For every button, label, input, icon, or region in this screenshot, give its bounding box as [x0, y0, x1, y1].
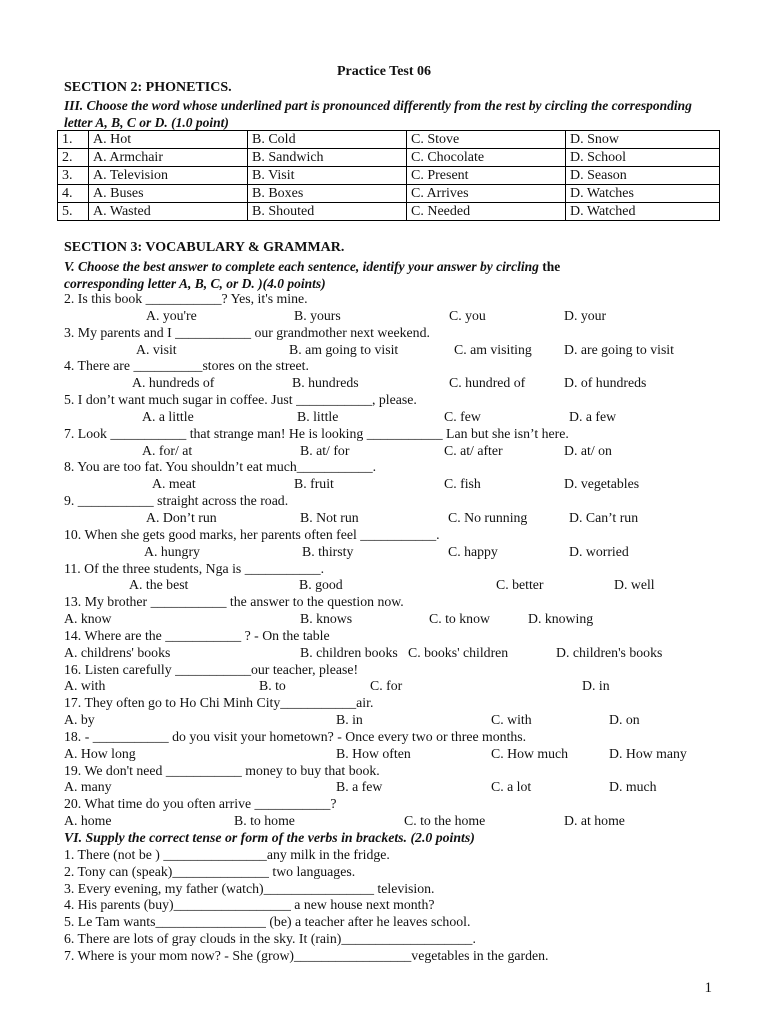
vocab-instruction-italic: V. Choose the best answer to complete each sentence, identify your answer by circling — [64, 259, 539, 274]
answer-options — [64, 544, 724, 561]
question-text: 4. There are __________stores on the street. — [64, 358, 309, 374]
phonetics-cell-b[interactable]: B. Shouted — [248, 203, 407, 221]
question-text: 11. Of the three students, Nga is ___________. — [64, 560, 325, 576]
vocab-instruction-plain: the — [542, 259, 561, 274]
answer-option[interactable]: C. better — [496, 577, 544, 593]
answer-options — [64, 476, 724, 493]
answer-option[interactable]: A. you're — [146, 307, 197, 323]
answer-option[interactable]: D. of hundreds — [564, 375, 647, 391]
answer-options — [64, 342, 724, 359]
answer-option[interactable]: D. knowing — [528, 611, 594, 627]
answer-option[interactable]: A. with — [64, 678, 106, 694]
question-text: 19. We don't need ___________ money to buy that book. — [64, 762, 380, 778]
answer-option[interactable]: B. yours — [294, 307, 341, 323]
phonetics-heading: SECTION 2: PHONETICS. — [64, 80, 232, 95]
question-text: 8. You are too fat. You shouldn’t eat much___________. — [64, 459, 377, 475]
answer-option[interactable]: B. children books — [300, 644, 398, 660]
answer-option[interactable]: C. fish — [444, 476, 481, 492]
answer-options — [64, 712, 724, 729]
verb-question[interactable]: 3. Every evening, my father (watch)________________ television. — [64, 880, 435, 896]
answer-option[interactable]: B. a few — [336, 779, 383, 795]
phonetics-row — [58, 185, 720, 203]
vocab-heading: SECTION 3: VOCABULARY & GRAMMAR. — [64, 240, 345, 255]
answer-option[interactable]: C. No running — [448, 509, 528, 525]
phonetics-cell-a[interactable]: A. Buses — [89, 185, 248, 203]
question-list — [64, 291, 724, 965]
question-text: 9. ___________ straight across the road. — [64, 493, 289, 509]
answer-option[interactable]: C. am visiting — [454, 341, 532, 357]
verb-question[interactable]: 2. Tony can (speak)______________ two languages. — [64, 863, 356, 879]
answer-option[interactable]: C. you — [449, 307, 486, 323]
answer-option[interactable]: A. many — [64, 779, 112, 795]
answer-option[interactable]: A. How long — [64, 745, 136, 761]
phonetics-row — [58, 167, 720, 185]
answer-option[interactable]: D. worried — [569, 543, 629, 559]
phonetics-cell-c[interactable]: C. Arrives — [407, 185, 566, 203]
verb-question[interactable]: 6. There are lots of gray clouds in the sky. It (rain)___________________. — [64, 931, 476, 947]
answer-option[interactable]: C. with — [491, 712, 532, 728]
page-title: Practice Test 06 — [336, 64, 432, 79]
answer-option[interactable]: D. at home — [564, 813, 625, 829]
phonetics-cell-d[interactable]: D. School — [566, 149, 720, 167]
vocab-instruction-line2: corresponding letter A, B, C, or D. )(4.0 points) — [64, 276, 326, 291]
answer-option[interactable]: B. to — [259, 678, 286, 694]
answer-option[interactable]: D. Can’t run — [569, 509, 639, 525]
verb-question[interactable]: 1. There (not be ) _______________any milk in the fridge. — [64, 846, 390, 862]
answer-options — [64, 510, 724, 527]
phonetics-cell-d[interactable]: D. Snow — [566, 131, 720, 149]
phonetics-cell-b[interactable]: B. Sandwich — [248, 149, 407, 167]
answer-option[interactable]: D. well — [614, 577, 655, 593]
answer-option[interactable]: D. How many — [609, 745, 687, 761]
answer-option[interactable]: A. know — [64, 611, 112, 627]
answer-options — [64, 678, 724, 695]
answer-option[interactable]: D. on — [609, 712, 640, 728]
phonetics-cell-num[interactable]: 5. — [58, 203, 89, 221]
answer-option[interactable]: B. am going to visit — [289, 341, 399, 357]
answer-option[interactable]: C. books' children — [408, 644, 509, 660]
verb-question[interactable]: 5. Le Tam wants________________ (be) a teacher after he leaves school. — [64, 914, 471, 930]
answer-option[interactable]: D. much — [609, 779, 657, 795]
answer-option[interactable]: A. childrens' books — [64, 644, 171, 660]
phonetics-cell-num[interactable]: 1. — [58, 131, 89, 149]
question-text: 7. Look ___________ that strange man! He is looking ___________ Lan but she isn’t here. — [64, 425, 569, 441]
answer-options — [64, 308, 724, 325]
answer-option[interactable]: A. home — [64, 813, 112, 829]
answer-option[interactable]: B. hundreds — [292, 375, 359, 391]
question-text: 13. My brother ___________ the answer to the question now. — [64, 594, 404, 610]
answer-option[interactable]: D. in — [582, 678, 610, 694]
answer-option[interactable]: D. are going to visit — [564, 341, 674, 357]
answer-options — [64, 611, 724, 628]
phonetics-row — [58, 203, 720, 221]
question-text: 16. Listen carefully ___________our teacher, please! — [64, 661, 359, 677]
phonetics-cell-a[interactable]: A. Television — [89, 167, 248, 185]
answer-option[interactable]: C. at/ after — [444, 442, 503, 458]
answer-options — [64, 375, 724, 392]
question-text: 18. - ___________ do you visit your hometown? - Once every two or three months. — [64, 728, 527, 744]
phonetics-cell-c[interactable]: C. Stove — [407, 131, 566, 149]
answer-option[interactable]: B. good — [299, 577, 343, 593]
answer-option[interactable]: C. to the home — [404, 813, 486, 829]
answer-options — [64, 779, 724, 796]
answer-option[interactable]: D. your — [564, 307, 607, 323]
phonetics-cell-num[interactable]: 3. — [58, 167, 89, 185]
question-text: 17. They often go to Ho Chi Minh City___________air. — [64, 695, 374, 711]
question-text: 10. When she gets good marks, her parents often feel ___________. — [64, 526, 440, 542]
answer-option[interactable]: A. a little — [142, 408, 194, 424]
phonetics-cell-b[interactable]: B. Cold — [248, 131, 407, 149]
answer-option[interactable]: C. happy — [448, 543, 498, 559]
question-text: 2. Is this book ___________? Yes, it's mine. — [64, 291, 308, 306]
phonetics-cell-a[interactable]: A. Wasted — [89, 203, 248, 221]
question-text: 14. Where are the ___________ ? - On the table — [64, 627, 330, 643]
answer-option[interactable]: A. meat — [152, 476, 196, 492]
phonetics-cell-c[interactable]: C. Needed — [407, 203, 566, 221]
phonetics-cell-num[interactable]: 4. — [58, 185, 89, 203]
answer-option[interactable]: B. How often — [336, 745, 411, 761]
phonetics-cell-num[interactable]: 2. — [58, 149, 89, 167]
answer-option[interactable]: C. hundred of — [449, 375, 526, 391]
phonetics-table — [57, 130, 720, 221]
answer-option[interactable]: C. for — [370, 678, 403, 694]
question-text: 5. I don’t want much sugar in coffee. Just ___________, please. — [64, 392, 417, 408]
answer-option[interactable]: B. fruit — [294, 476, 334, 492]
phonetics-cell-d[interactable]: D. Season — [566, 167, 720, 185]
answer-option[interactable]: B. little — [297, 408, 339, 424]
answer-options — [64, 409, 724, 426]
answer-option[interactable]: A. visit — [136, 341, 177, 357]
phonetics-cell-d[interactable]: D. Watched — [566, 203, 720, 221]
answer-option[interactable]: C. few — [444, 408, 481, 424]
answer-option[interactable]: A. by — [64, 712, 95, 728]
answer-option[interactable]: B. at/ for — [300, 442, 350, 458]
phonetics-cell-b[interactable]: B. Boxes — [248, 185, 407, 203]
answer-options — [64, 645, 724, 662]
phonetics-instruction: III. Choose the word whose underlined part is pronounced differently from the rest by circling the corresponding letter A, B, C or D. (1.0 point) — [64, 98, 692, 130]
answer-option[interactable]: B. thirsty — [302, 543, 354, 559]
question-text: 3. My parents and I ___________ our grandmother next weekend. — [64, 324, 430, 340]
answer-option[interactable]: B. Not run — [300, 509, 359, 525]
verb-question[interactable]: 4. His parents (buy)_________________ a new house next month? — [64, 897, 435, 913]
answer-option[interactable]: C. How much — [491, 745, 569, 761]
vocab-instruction — [64, 258, 714, 292]
phonetics-row — [58, 131, 720, 149]
answer-option[interactable]: D. vegetables — [564, 476, 640, 492]
answer-option[interactable]: D. a few — [569, 408, 617, 424]
answer-options — [64, 746, 724, 763]
answer-option[interactable]: B. in — [336, 712, 363, 728]
answer-option[interactable]: A. hundreds of — [132, 375, 215, 391]
verb-question[interactable]: 7. Where is your mom now? - She (grow)_________________vegetables in the garden. — [64, 947, 549, 963]
phonetics-cell-c[interactable]: C. Chocolate — [407, 149, 566, 167]
answer-options — [64, 443, 724, 460]
question-text: 20. What time do you often arrive ___________? — [64, 796, 337, 812]
answer-option[interactable]: A. Don’t run — [146, 509, 217, 525]
answer-option[interactable]: B. to home — [234, 813, 295, 829]
answer-options — [64, 577, 724, 594]
answer-option[interactable]: A. the best — [129, 577, 189, 593]
phonetics-cell-a[interactable]: A. Hot — [89, 131, 248, 149]
phonetics-cell-b[interactable]: B. Visit — [248, 167, 407, 185]
phonetics-row — [58, 149, 720, 167]
answer-option[interactable]: A. for/ at — [142, 442, 193, 458]
answer-option[interactable]: C. to know — [429, 611, 490, 627]
answer-option[interactable]: A. hungry — [144, 543, 200, 559]
verbs-instruction: VI. Supply the correct tense or form of the verbs in brackets. (2.0 points) — [64, 830, 475, 845]
answer-option[interactable]: D. children's books — [556, 644, 663, 660]
answer-option[interactable]: B. knows — [300, 611, 353, 627]
answer-option[interactable]: D. at/ on — [564, 442, 612, 458]
answer-option[interactable]: C. a lot — [491, 779, 532, 795]
phonetics-cell-c[interactable]: C. Present — [407, 167, 566, 185]
phonetics-cell-a[interactable]: A. Armchair — [89, 149, 248, 167]
phonetics-cell-d[interactable]: D. Watches — [566, 185, 720, 203]
page-number: 1 — [704, 980, 712, 996]
answer-options — [64, 813, 724, 830]
